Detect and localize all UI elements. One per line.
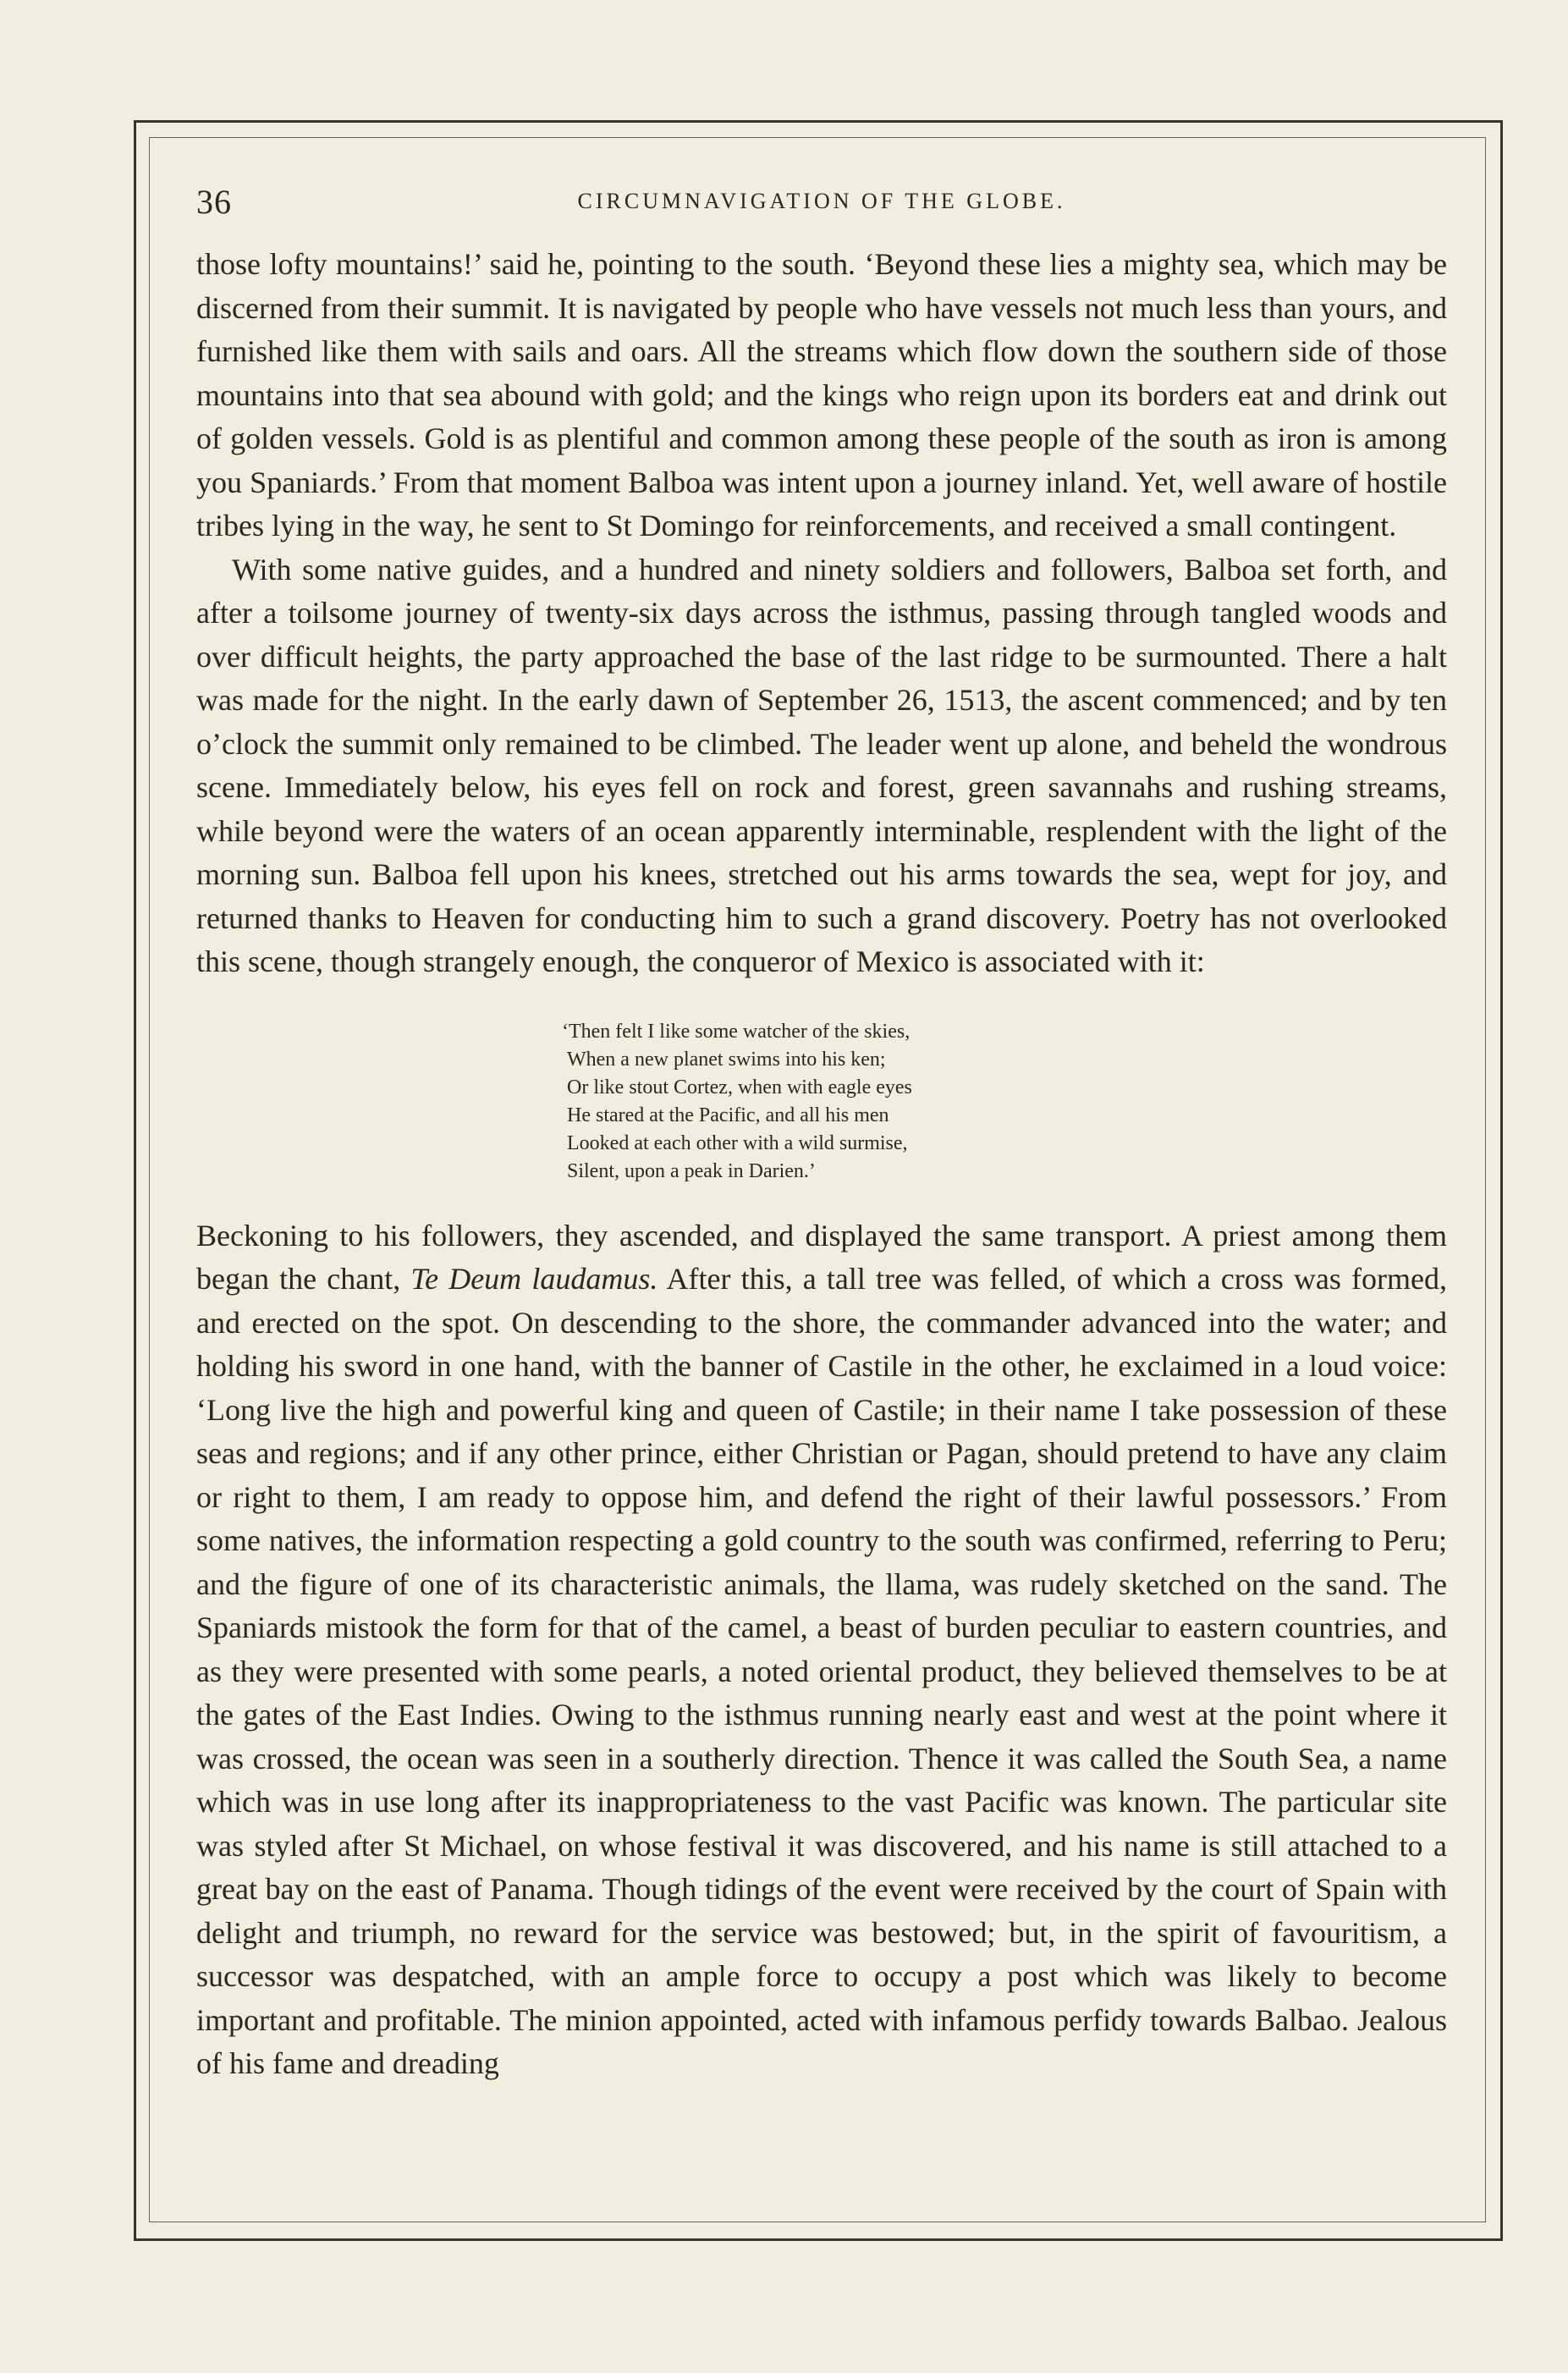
paragraph-1: those lofty mountains!’ said he, pointing to the south. ‘Beyond these lies a mighty sea, which may be discerned from their summit. It is navigated by people who have vessels not much less than yours, and furnished like them with sails and oars. All the streams which flow down the southern side of those mountains into that sea abound with gold; and the kings who reign upon its borders eat and drink out of golden vessels. Gold is as plentiful and common among these people of the south as iron is among you Spaniards.’ From that moment Balboa was intent upon a journey inland. Yet, well aware of hostile tribes lying in the way, he sent to St Domingo for reinforcements, and received a small contingent. [196, 247, 1447, 542]
page-number: 36 [196, 183, 232, 221]
poem-line: He stared at the Pacific, and all his men [567, 1104, 889, 1126]
poem-line: When a new planet swims into his ken; [567, 1048, 886, 1071]
running-title: CIRCUMNAVIGATION OF THE GLOBE. [577, 189, 1066, 213]
page-header [196, 182, 1447, 224]
poem-line: Silent, upon a peak in Darien.’ [567, 1159, 816, 1182]
book-page [196, 182, 1447, 2205]
paragraph-3 [196, 1214, 1447, 2086]
poem-line: ‘Then felt I like some watcher of the skies, [562, 1020, 911, 1043]
paragraph-3-text-cont: After this, a tall tree was felled, of which a cross was formed, and erected on the spot. On descending to the shore, the commander advanced into the water; and holding his sword in one hand, with the banner of Castile in the other, he exclaimed in a loud voice: ‘Long live the high and powerful king and queen of Castile; in their name I take possession of these seas and regions; and if any other prince, either Christian or Pagan, should pretend to have any claim or right to them, I am ready to oppose him, and defend the right of their lawful possessors.’ From some natives, the information respecting a gold country to the south was confirmed, referring to Peru; and the figure of one of its characteristic animals, the llama, was rudely sketched on the sand. The Spaniards mistook the form for that of the camel, a beast of burden peculiar to eastern countries, and as they were presented with some pearls, a noted oriental product, they believed themselves to be at the gates of the East Indies. Owing to the isthmus running nearly east and west at the point where it was crossed, the ocean was seen in a southerly direction. Thence it was called the South Sea, a name which was in use long after its inappropriateness to the vast Pacific was known. The particular site was styled after St Michael, on whose festival it was discovered, and his name is still attached to a great bay on the east of Panama. Though tidings of the event were received by the court of Spain with delight and triumph, no reward for the service was bestowed; but, in the spirit of favouritism, a successor was despatched, with an ample force to occupy a post which was likely to become important and profitable. The minion appointed, acted with infamous perfidy towards Balbao. Jealous of his fame and dreading [196, 1262, 1447, 2080]
poem-line: Looked at each other with a wild surmise, [567, 1131, 908, 1154]
poem-line: Or like stout Cortez, when with eagle eyes [567, 1076, 912, 1098]
poem-quotation [562, 1018, 1447, 1186]
paragraph-2: With some native guides, and a hundred and ninety soldiers and followers, Balboa set forth, and after a toilsome journey of twenty-six days across the isthmus, passing through tangled woods and over difficult heights, the party approached the base of the last ridge to be surmounted. There a halt was made for the night. In the early dawn of September 26, 1513, the ascent commenced; and by ten o’clock the summit only remained to be climbed. The leader went up alone, and beheld the wondrous scene. Immediately below, his eyes fell on rock and forest, green savannahs and rushing streams, while beyond were the waters of an ocean apparently interminable, resplendent with the light of the morning sun. Balboa fell upon his knees, stretched out his arms towards the sea, wept for joy, and returned thanks to Heaven for conducting him to such a grand discovery. Poetry has not overlooked this scene, though strangely enough, the conqueror of Mexico is associated with it: [196, 552, 1447, 978]
paragraph-3-text: Beckoning to his followers, they ascended, and displayed the same transport. A priest among them began the chant, [196, 1218, 1447, 1296]
te-deum-italic: Te Deum laudamus. [410, 1262, 658, 1296]
